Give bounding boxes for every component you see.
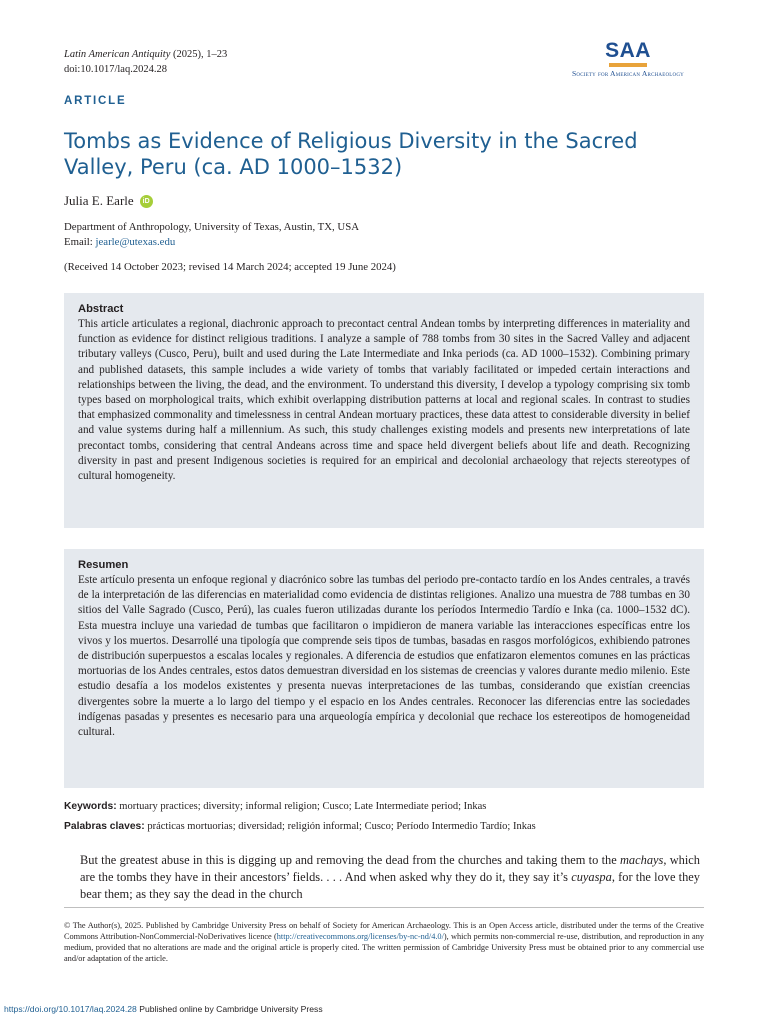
resumen-text: Este artículo presenta un enfoque regional y diacrónico sobre las tumbas del periodo pre-contacto tardío en los Andes centrales, a través de la interpretación de las diferencias en materialidad como evidencia de distintas religiones. Analizo una muestra de 788 tumbas en 30 sitios del Valle Sagrado (Cusco, Perú), las cuales fueron utilizadas durante los períodos Intermedio Tardío e Inka (ca. 1000–1532 dC). Esta muestra incluye una variedad de tumbas que facilitaron o impidieron de manera variable las interacciones específicas entre los vivos y los muertos. Desarrollé una tipología que comprende seis tipos de tumbas, basadas en rasgos morfológicos, exhibiendo patrones de distribución superpuestos a escalas locales y regionales. A diferencia de estudios que enfatizaron elementos comunes en las prácticas mortuorias de los Andes centrales, estos datos demuestran diversidad en los sistemas de creencias y valores durante medio milenio. Este estudio desafía a los modelos existentes y presenta nuevas interpretaciones de las tumbas, considerando que existían creencias divergentes sobre la muerte a lo largo del tiempo y el espacio en los Andes centrales. Reconocer las diferencias entre las sociedades indígenas pasadas y presentes es necesario para una arqueología empírica y decolonial que rechace los estereotipos de homogeneidad cultural. bbox=[78, 574, 690, 739]
journal-citation bbox=[64, 47, 227, 77]
epigraph-part-3: , for the love they bear them; as they say the dead in the church bbox=[80, 870, 700, 901]
saa-logo[interactable] bbox=[552, 40, 704, 78]
footnote-divider bbox=[64, 907, 704, 908]
epigraph-part-1: But the greatest abuse in this is digging up and removing the dead from the churches and taking them to the bbox=[80, 853, 620, 867]
resumen-heading: Resumen bbox=[78, 559, 129, 571]
keywords-label: Keywords: bbox=[64, 801, 117, 812]
license-part-2: ), which permits non-commercial re-use, distribution, and reproduction in any medium, provided that no alterations are made and the original article is properly cited. The written permission of Cambridge University Press must be obtained prior to any commercial use and/or adaptation of the article. bbox=[64, 932, 704, 963]
article-title: Tombs as Evidence of Religious Diversity in the Sacred Valley, Peru (ca. AD 1000–1532) bbox=[64, 129, 638, 179]
received-dates: (Received 14 October 2023; revised 14 March 2024; accepted 19 June 2024) bbox=[64, 261, 396, 273]
saa-logo-bar bbox=[609, 63, 647, 67]
orcid-label: iD bbox=[142, 197, 150, 205]
epigraph-part-2: , which are the tombs they have in their ancestors’ fields. . . . And when asked why they do it, they say it’s bbox=[80, 853, 700, 884]
abstract-box bbox=[64, 293, 704, 528]
journal-doi: doi:10.1017/laq.2024.28 bbox=[64, 64, 167, 75]
resumen-box bbox=[64, 549, 704, 788]
license-link[interactable]: http://creativecommons.org/licenses/by-nc-nd/4.0/ bbox=[276, 932, 444, 941]
page-footer bbox=[4, 1004, 323, 1014]
license-notice bbox=[64, 920, 704, 964]
palabras-claves-text: prácticas mortuorias; diversidad; religión informal; Cusco; Período Intermedio Tardío; Inkas bbox=[144, 821, 536, 832]
footer-published: Published online by Cambridge University Press bbox=[136, 1004, 323, 1014]
author-name: Julia E. Earle bbox=[64, 193, 134, 208]
journal-name: Latin American Antiquity bbox=[64, 49, 171, 60]
author-line bbox=[64, 193, 153, 209]
journal-volume: (2025), 1–23 bbox=[170, 49, 228, 60]
affiliation-department: Department of Anthropology, University of Texas, Austin, TX, USA bbox=[64, 221, 360, 233]
orcid-icon[interactable] bbox=[140, 195, 153, 208]
footer-doi-link[interactable]: https://doi.org/10.1017/laq.2024.28 bbox=[4, 1004, 137, 1014]
license-part-1: © The Author(s), 2025. Published by Cambridge University Press on behalf of Society for American Archaeology. This is an Open Access article, distributed under the terms of the Creative Commons Attribution-NonCommercial-NoDerivatives licence ( bbox=[64, 921, 704, 941]
abstract-text: This article articulates a regional, diachronic approach to precontact central Andean tombs by interpreting differences in materiality and function as evidence for distinct religious traditions. I analyze a sample of 788 tombs from 30 sites in the Sacred Valley and adjacent tributary valleys (Cusco, Peru), built and used during the Late Intermediate and Inka periods (ca. AD 1000–1532). Combining primary and published datasets, this sample includes a wide variety of tombs that variably facilitated or impeded certain interactions and relationships between the living, the dead, and the environment. To understand this diversity, I develop a typology comprising six tomb types based on morphological traits, which exhibit overlapping distribution patterns at local and regional scales. In contrast to studies that emphasized commonality and timelessness in central Andean mortuary practices, these data attest to considerable diversity in belief and value systems during half a millennium. As such, this study challenges existing models and presents new interpretations of late precontact tombs, considering that central Andeans across time and space held divergent beliefs about life and death. Recognizing diversity in past and present Indigenous societies is required for an empirical and decolonial archaeology that rejects stereotypes of cultural homogeneity. bbox=[78, 318, 690, 483]
saa-logo-mark: SAA bbox=[605, 39, 651, 62]
keywords-line bbox=[64, 799, 704, 814]
abstract-heading: Abstract bbox=[78, 303, 124, 315]
epigraph-term-machays: machays bbox=[619, 853, 664, 867]
email-link[interactable]: jearle@utexas.edu bbox=[95, 236, 176, 248]
epigraph-quote bbox=[80, 852, 700, 903]
article-type-label: ARTICLE bbox=[64, 95, 127, 107]
palabras-claves-label: Palabras claves: bbox=[64, 821, 145, 832]
keywords-text: mortuary practices; diversity; informal religion; Cusco; Late Intermediate period; Inkas bbox=[116, 801, 487, 812]
palabras-claves-line bbox=[64, 819, 704, 834]
affiliation-block bbox=[64, 220, 359, 250]
email-label: Email: bbox=[64, 236, 96, 248]
saa-logo-name: Society for American Archaeology bbox=[571, 69, 684, 78]
epigraph-term-cuyaspa: cuyaspa bbox=[571, 870, 612, 884]
